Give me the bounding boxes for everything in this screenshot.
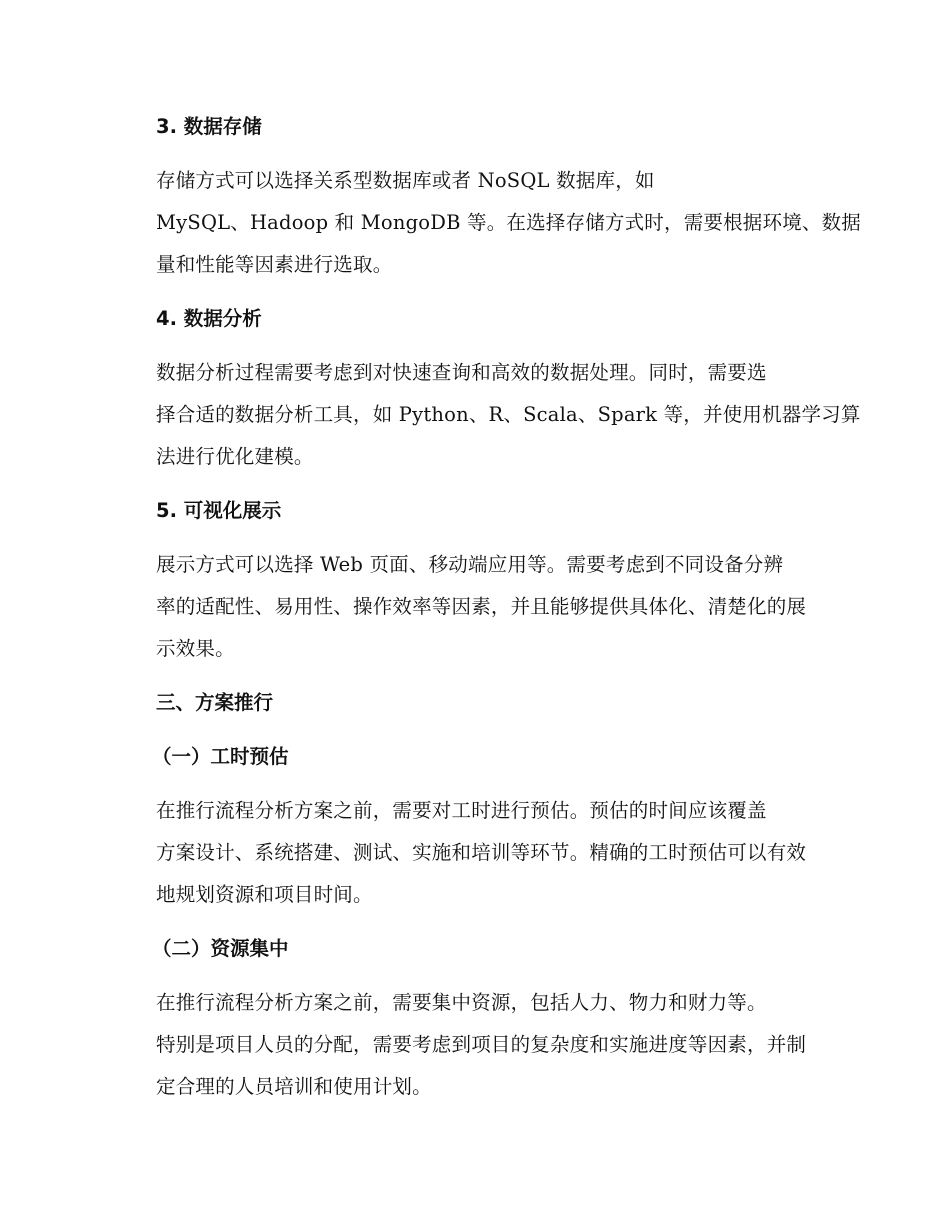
paragraph-line: 量和性能等因素进行选取。 xyxy=(156,253,393,276)
paragraph-data-storage xyxy=(113,160,862,286)
paragraph-line: 在推行流程分析方案之前，需要集中资源，包括人力、物力和财力等。 xyxy=(156,991,767,1014)
paragraph-time-estimate xyxy=(113,790,833,916)
paragraph-line: 地规划资源和项目时间。 xyxy=(156,883,373,906)
paragraph-line: 方案设计、系统搭建、测试、实施和培训等环节。精确的工时预估可以有效 xyxy=(156,841,807,864)
paragraph-line: 示效果。 xyxy=(156,637,235,660)
paragraph-data-analysis xyxy=(113,352,861,478)
paragraph-line: 在推行流程分析方案之前，需要对工时进行预估。预估的时间应该覆盖 xyxy=(156,799,767,822)
paragraph-line: 数据分析过程需要考虑到对快速查询和高效的数据处理。同时，需要选 xyxy=(156,361,767,384)
paragraph-line: 法进行优化建模。 xyxy=(156,445,314,468)
paragraph-line: 存储方式可以选择关系型数据库或者 NoSQL 数据库，如 xyxy=(156,169,655,192)
heading-resource-concentration: （二）资源集中 xyxy=(152,937,289,960)
paragraph-line: 率的适配性、易用性、操作效率等因素，并且能够提供具体化、清楚化的展 xyxy=(156,595,807,618)
heading-data-analysis: 4. 数据分析 xyxy=(156,307,262,330)
paragraph-line: 展示方式可以选择 Web 页面、移动端应用等。需要考虑到不同设备分辨 xyxy=(156,553,784,576)
heading-plan-rollout: 三、方案推行 xyxy=(156,691,274,714)
heading-time-estimate: （一）工时预估 xyxy=(152,745,289,768)
paragraph-line: MySQL、Hadoop 和 MongoDB 等。在选择存储方式时，需要根据环境、数据 xyxy=(156,211,862,234)
paragraph-line: 定合理的人员培训和使用计划。 xyxy=(156,1075,432,1098)
document-body xyxy=(113,106,862,1120)
heading-visualization: 5. 可视化展示 xyxy=(156,499,282,522)
paragraph-line: 特别是项目人员的分配，需要考虑到项目的复杂度和实施进度等因素，并制 xyxy=(156,1033,807,1056)
heading-data-storage: 3. 数据存储 xyxy=(156,115,262,138)
paragraph-visualization xyxy=(113,544,833,670)
paragraph-resource-concentration xyxy=(113,982,833,1108)
paragraph-line: 择合适的数据分析工具，如 Python、R、Scala、Spark 等，并使用机器学习算 xyxy=(156,403,861,426)
